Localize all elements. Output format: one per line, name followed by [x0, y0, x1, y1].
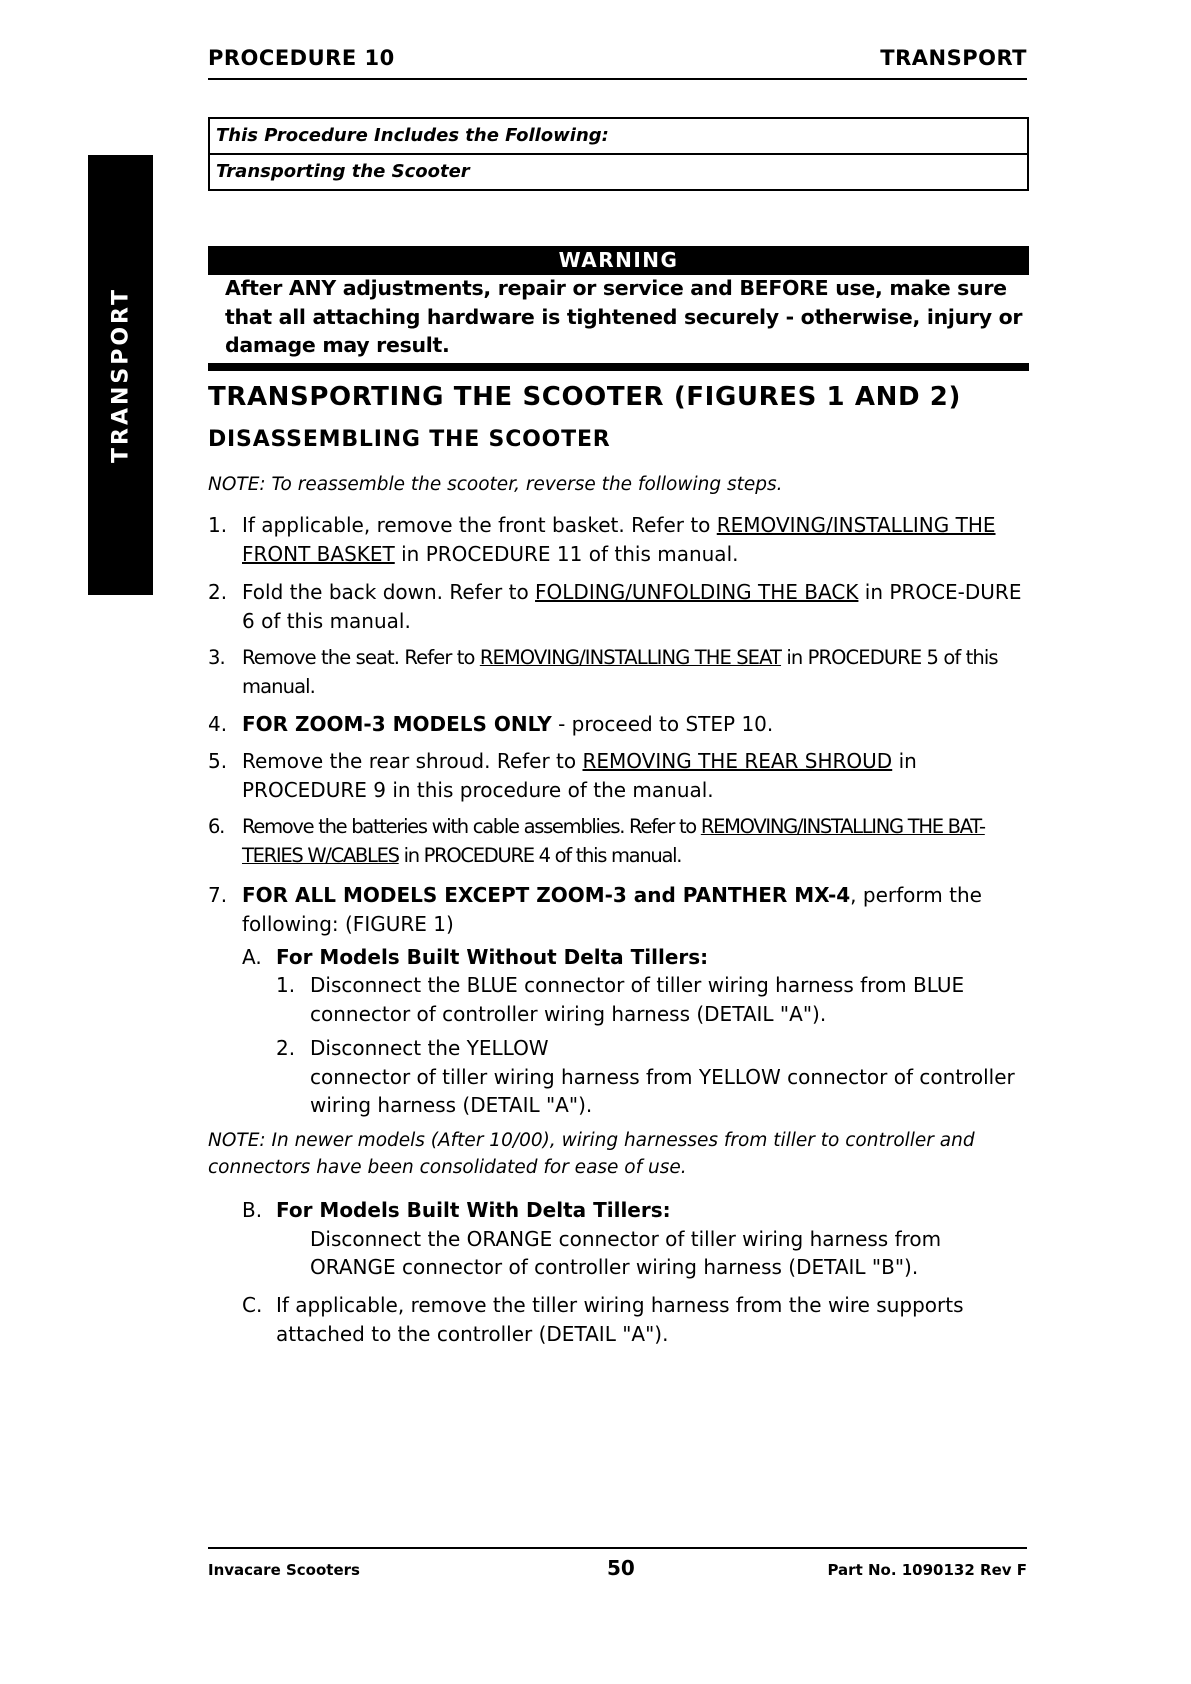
- step-number: 7.: [208, 883, 228, 907]
- warning-divider: [208, 363, 1029, 371]
- step-text: Remove the rear shroud. Refer to: [242, 749, 583, 773]
- side-tab: [88, 155, 153, 595]
- step-6: [208, 813, 1038, 870]
- note-newer-models: NOTE: In newer models (After 10/00), wiring harnesses from tiller to controller and connectors have been consolidated for ease of use.: [208, 1130, 975, 1178]
- substep-text: Disconnect the ORANGE connector of tiller wiring harness from ORANGE connector of controller wiring harness (DETAIL "B").: [310, 1226, 942, 1279]
- substep-title: For Models Built Without Delta Tillers:: [276, 945, 709, 969]
- step-1: [208, 511, 1038, 568]
- substep-letter: B.: [242, 1198, 263, 1222]
- substep-title: For Models Built With Delta Tillers:: [276, 1198, 671, 1222]
- item-number: 2.: [276, 1036, 296, 1060]
- step-7: [208, 881, 1038, 938]
- section-heading: TRANSPORTING THE SCOOTER (FIGURES 1 AND 2): [208, 382, 961, 412]
- substep-a: [242, 943, 1042, 972]
- substep-c: [242, 1291, 1032, 1348]
- step-text: Remove the seat. Refer to: [242, 646, 480, 669]
- reference-link[interactable]: FOLDING/UNFOLDING THE BACK: [535, 580, 859, 604]
- reference-link[interactable]: REMOVING THE REAR SHROUD: [582, 749, 893, 773]
- step-text: If applicable, remove the front basket. Refer to: [242, 513, 717, 537]
- page-header: [208, 46, 1027, 80]
- step-5: [208, 747, 1038, 804]
- step-number: 4.: [208, 712, 228, 736]
- procedure-number: PROCEDURE 10: [208, 46, 395, 70]
- step-3: [208, 644, 1038, 701]
- substep-a-item-2: [276, 1034, 1036, 1120]
- contents-title: This Procedure Includes the Following:: [216, 125, 609, 146]
- step-text: Remove the batteries with cable assemblies. Refer to: [242, 815, 701, 838]
- step-text: - proceed to STEP 10.: [551, 712, 774, 736]
- page-number: 50: [607, 1556, 635, 1580]
- warning-text: After ANY adjustments, repair or service and BEFORE use, make sure that all attaching hardware is tightened securely - otherwise, injury or damage may result.: [225, 276, 1023, 357]
- warning-title: WARNING: [208, 246, 1029, 275]
- step-2: [208, 578, 1038, 635]
- step-text: , perform the following: (FIGURE 1): [242, 883, 982, 936]
- footer-brand: Invacare Scooters: [208, 1561, 360, 1579]
- section-subheading: DISASSEMBLING THE SCOOTER: [208, 427, 611, 452]
- step-4: [208, 710, 1038, 739]
- step-text: in PROCEDURE 4 of this manual.: [398, 843, 682, 867]
- substep-letter: C.: [242, 1293, 263, 1317]
- step-emphasis: FOR ZOOM-3 MODELS ONLY: [242, 712, 552, 736]
- note-reassemble: NOTE: To reassemble the scooter, reverse the following steps.: [208, 474, 783, 495]
- item-text: Disconnect the YELLOW: [310, 1036, 549, 1060]
- step-text: in PROCEDURE 5 of this manual.: [242, 646, 998, 698]
- reference-link[interactable]: REMOVING/INSTALLING THE BAT-TERIES W/CABLES: [242, 815, 985, 867]
- step-number: 2.: [208, 580, 228, 604]
- side-tab-label: TRANSPORT: [108, 286, 133, 464]
- reference-link[interactable]: REMOVING/INSTALLING THE SEAT: [479, 646, 782, 669]
- step-text: in PROCEDURE 9 in this procedure of the manual.: [242, 749, 917, 802]
- step-number: 3.: [208, 646, 225, 669]
- footer-divider: [208, 1547, 1027, 1549]
- substep-text: If applicable, remove the tiller wiring harness from the wire supports attached to the controller (DETAIL "A").: [276, 1293, 964, 1346]
- substep-a-item-1: [276, 971, 1036, 1028]
- item-text: connector of tiller wiring harness from YELLOW connector of controller wiring harness (DETAIL "A").: [310, 1064, 1015, 1117]
- contents-item: Transporting the Scooter: [210, 153, 1027, 189]
- substep-letter: A.: [242, 945, 262, 969]
- item-number: 1.: [276, 973, 296, 997]
- step-text: in PROCE-DURE 6 of this manual.: [242, 580, 1022, 633]
- item-text: Disconnect the BLUE connector of tiller wiring harness from BLUE connector of controller wiring harness (DETAIL "A").: [310, 973, 965, 1026]
- step-text: Fold the back down. Refer to: [242, 580, 536, 604]
- step-number: 6.: [208, 815, 225, 838]
- substep-b: [242, 1196, 1032, 1282]
- procedure-contents-box: [208, 117, 1029, 191]
- reference-link[interactable]: REMOVING/INSTALLING THE FRONT BASKET: [242, 513, 996, 566]
- section-name: TRANSPORT: [880, 46, 1027, 70]
- step-number: 1.: [208, 513, 228, 537]
- step-text: in PROCEDURE 11 of this manual.: [394, 541, 739, 566]
- step-emphasis: FOR ALL MODELS EXCEPT ZOOM-3 and PANTHER MX-4: [242, 883, 851, 907]
- part-number: Part No. 1090132 Rev F: [827, 1561, 1027, 1579]
- step-number: 5.: [208, 749, 228, 773]
